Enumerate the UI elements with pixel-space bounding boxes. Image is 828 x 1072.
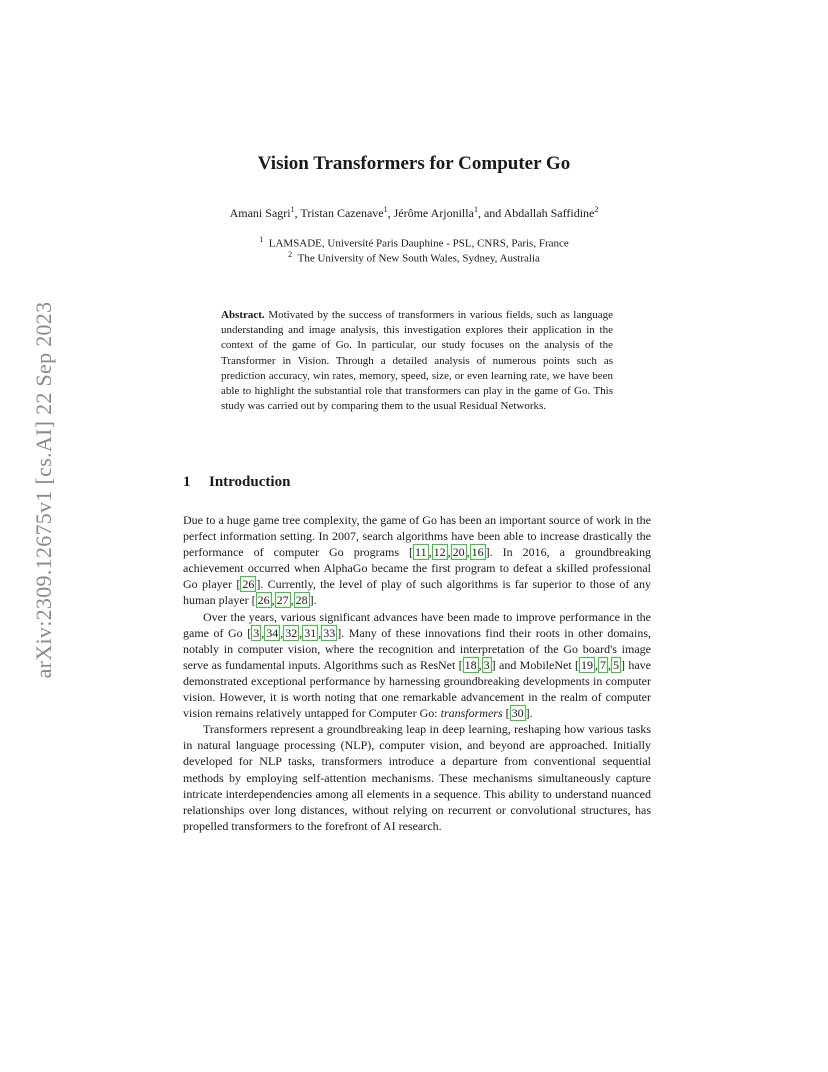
- paragraph-text: . In 2016, a groundbreaking achievement occurred when AlphaGo became the first program to defeat a skilled professional Go player: [183, 545, 651, 592]
- emphasis-text: transformers: [440, 706, 503, 721]
- introduction-body: [183, 512, 651, 834]
- citation-link[interactable]: 28: [295, 593, 308, 608]
- paragraph-text: . Currently, the level of play of such algorithms is far superior to those of any human player: [183, 577, 651, 608]
- affiliation-number: 1: [259, 235, 264, 244]
- citation-link[interactable]: 33: [323, 625, 336, 640]
- arxiv-identifier: arXiv:2309.12675v1 [cs.AI] 22 Sep 2023: [31, 301, 56, 679]
- paragraph-1: [183, 512, 651, 609]
- paragraph-text: Over the years, various significant advances have been made to improve performance in the game of Go: [183, 609, 651, 640]
- author-affiliation-mark: 1: [383, 205, 388, 214]
- affiliation-text: LAMSADE, Université Paris Dauphine - PSL, CNRS, Paris, France: [268, 237, 569, 250]
- paragraph-text: Due to a huge game tree complexity, the game of Go has been an important source of work in the perfect information setting. In 2007, search algorithms have been able to increase drastically the performance of computer Go programs: [183, 513, 651, 560]
- author-separator: ,: [294, 206, 301, 220]
- citation-link[interactable]: 18: [464, 657, 477, 672]
- affiliation-2: [0, 250, 828, 265]
- citation-group: [ 3 , 34 , 32 , 31 , 33 ]: [247, 625, 342, 640]
- citation-group: [ 30 ]: [505, 706, 530, 721]
- affiliation-1: [0, 235, 828, 250]
- section-number: 1: [183, 474, 191, 490]
- section-heading: [183, 474, 290, 491]
- author-name: Tristan Cazenave: [300, 206, 384, 220]
- author-affiliation-mark: 1: [290, 205, 295, 214]
- author-list: [0, 205, 828, 221]
- affiliation-number: 2: [288, 250, 293, 259]
- citation-link[interactable]: 12: [433, 545, 446, 560]
- abstract-text: Motivated by the success of transformers in various fields, such as language understanding and image analysis, this investigation explores their application in the context of the game of Go. In particular, our study focuses on the analysis of the Transformer in Vision. Through a detailed analysis of numerous points such as prediction accuracy, win rates, memory, speed, size, or even learning rate, we have been able to highlight the substantial role that transformers can play in the game of Go. This study was carried out by comparing them to the usual Residual Networks.: [221, 309, 613, 413]
- citation-link[interactable]: 30: [511, 706, 524, 721]
- citation-link[interactable]: 34: [266, 625, 279, 640]
- citation-link[interactable]: 27: [276, 593, 289, 608]
- citation-link[interactable]: 3: [253, 625, 260, 640]
- paragraph-3: [183, 721, 651, 834]
- abstract: [221, 308, 613, 414]
- paragraph-text: .: [529, 706, 533, 721]
- paragraph-text: .: [313, 593, 317, 608]
- citation-link[interactable]: 31: [304, 625, 317, 640]
- paper-title: Vision Transformers for Computer Go: [257, 153, 571, 174]
- citation-group: [ 26 , 27 , 28 ]: [251, 593, 314, 608]
- author-affiliation-mark: 1: [473, 205, 478, 214]
- paragraph-2: [183, 609, 651, 722]
- citation-link[interactable]: 19: [581, 657, 594, 672]
- citation-link[interactable]: 5: [613, 657, 620, 672]
- citation-group: [ 19 , 7 , 5 ]: [575, 657, 626, 672]
- citation-group: [ 18 , 3 ]: [458, 657, 496, 672]
- citation-link[interactable]: 3: [483, 657, 490, 672]
- author-name: Amani Sagri: [229, 206, 291, 220]
- citation-group: [ 11 , 12 , 20 , 16 ]: [409, 545, 490, 560]
- citation-link[interactable]: 26: [257, 593, 270, 608]
- citation-link[interactable]: 26: [242, 577, 255, 592]
- citation-link[interactable]: 11: [415, 545, 427, 560]
- author-separator: , and: [477, 206, 504, 220]
- affiliation-text: The University of New South Wales, Sydney, Australia: [297, 252, 540, 265]
- paragraph-text: . Many of these innovations find their roots in other domains, notably in computer vision, where the recognition and interpretation of the Go board's image serve as fundamental inputs. Algorithms such as ResNet: [183, 625, 651, 672]
- citation-link[interactable]: 7: [600, 657, 607, 672]
- citation-link[interactable]: 20: [452, 545, 465, 560]
- paragraph-text: Transformers represent a groundbreaking leap in deep learning, reshaping how various tasks in natural language processing (NLP), computer vision, and beyond are approached. Initially developed for NLP tasks, transformers introduce a departure from conventional sequential methods by employing self-attention mechanisms. These mechanisms simultaneously capture intricate interdependencies among all elements in a sequence. This ability to understand nuanced relationships over long distances, without relying on recurrent or convolutional structures, has propelled transformers to the forefront of AI research.: [183, 722, 651, 833]
- abstract-label: Abstract.: [221, 309, 265, 321]
- citation-link[interactable]: 16: [471, 545, 484, 560]
- arxiv-stamp: [24, 290, 64, 690]
- citation-group: [ 26 ]: [236, 577, 261, 592]
- section-title: Introduction: [209, 474, 291, 490]
- author-name: Jérôme Arjonilla: [393, 206, 474, 220]
- author-name: Abdallah Saffidine: [503, 206, 595, 220]
- paragraph-text: and MobileNet: [495, 657, 576, 672]
- paragraph-text: have demonstrated exceptional performance by harnessing groundbreaking developments in computer vision. However, it is worth noting that one remarkable advancement in the realm of computer vision remains relatively untapped for Computer Go:: [183, 657, 652, 721]
- author-separator: ,: [387, 206, 394, 220]
- citation-link[interactable]: 32: [285, 625, 298, 640]
- author-affiliation-mark: 2: [594, 205, 599, 214]
